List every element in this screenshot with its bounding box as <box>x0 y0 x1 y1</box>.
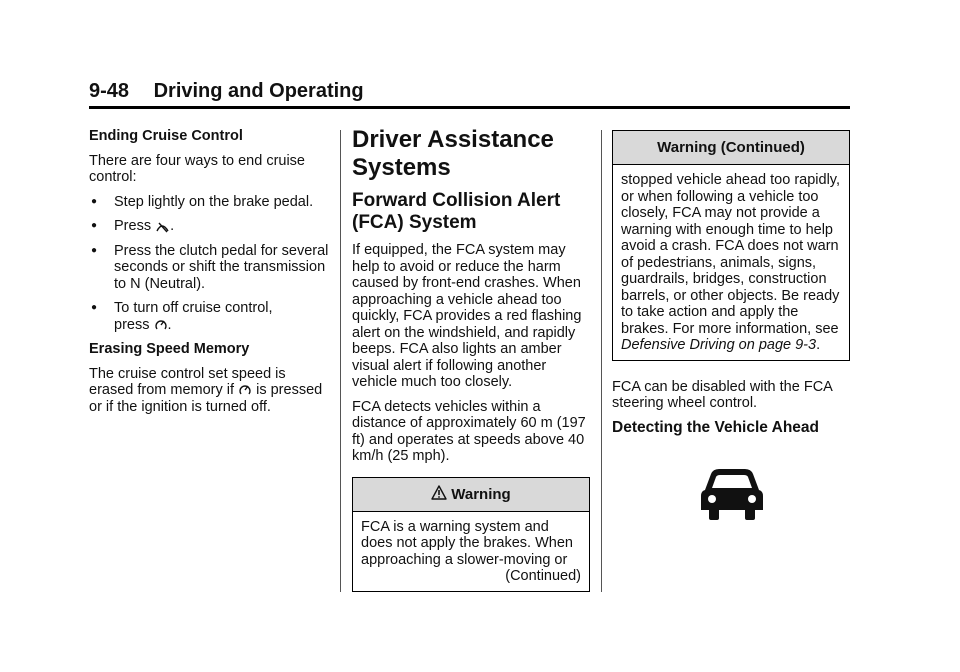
warning-body <box>613 165 849 360</box>
detecting-heading: Detecting the Vehicle Ahead <box>612 418 820 436</box>
period-text: . <box>170 218 175 234</box>
cross-reference-link[interactable]: Defensive Driving on page 9-3 <box>621 337 817 353</box>
bullet-text: Press <box>114 218 152 234</box>
cruise-on-off-icon <box>154 317 168 333</box>
intro-text: There are four ways to end cruise control: <box>89 152 305 185</box>
column-divider-1 <box>340 130 341 592</box>
warning-icon <box>431 485 447 501</box>
warning-box <box>352 477 590 592</box>
warning-header: Warning (Continued) <box>613 131 849 165</box>
erase-text-1: The cruise control set speed is erased from memory if <box>89 365 286 398</box>
bullet-icon: ● <box>91 302 98 313</box>
bullet-icon: ● <box>91 195 98 207</box>
warning-text: stopped vehicle ahead too rapidly, or when following a vehicle too closely, FCA may not provide a warning with enough time to help avoid a crash. FCA does not warn of pedestrians, animals, signs, guardrails, bridges, construction barrels, or other objects. Be ready to take action and apply the brakes. For more information, see <box>621 172 840 337</box>
warning-box-continued <box>612 130 850 361</box>
list-item <box>89 194 329 211</box>
continued-label: (Continued) <box>505 568 581 584</box>
fca-range-text: FCA detects vehicles within a distance of approximately 60 m (197 ft) and operates at speeds above 40 km/h (25 mph). <box>352 398 586 464</box>
list-item <box>89 243 329 293</box>
period-text: . <box>816 337 821 353</box>
column-divider-2 <box>601 130 602 592</box>
column-1 <box>89 128 329 423</box>
cancel-cruise-icon <box>155 219 170 234</box>
section-title: Driving and Operating <box>153 80 364 102</box>
heading-ending-cruise: Ending Cruise Control <box>89 128 243 144</box>
erase-text <box>89 366 329 416</box>
bullet-icon: ● <box>91 220 98 231</box>
vehicle-ahead-icon <box>699 466 765 520</box>
column-2 <box>352 126 590 592</box>
warning-title: Warning <box>451 485 511 503</box>
list-item <box>89 218 329 235</box>
erase-text-2: is pressed or if the ignition is turned off. <box>89 382 323 415</box>
press-text: press <box>114 316 150 333</box>
subsection-heading: Forward Collision Alert (FCA) System <box>352 190 561 233</box>
disable-text: FCA can be disabled with the FCA steering wheel control. <box>612 378 833 411</box>
warning-text: FCA is a warning system and does not apply the brakes. When approaching a slower-moving or <box>361 518 573 568</box>
cruise-on-off-icon <box>238 382 252 398</box>
column-3 <box>612 130 850 525</box>
fca-description: If equipped, the FCA system may help to avoid or reduce the harm caused by front-end crashes. When approaching a vehicle ahead too quickly, FCA provides a red flashing alert on the windshield, and rapidly beeps. FCA also lights an amber visual alert if following another vehicle much too closely. <box>352 242 582 390</box>
warning-header <box>353 478 589 512</box>
bullet-icon: ● <box>91 244 98 256</box>
bullet-text: Press the clutch pedal for several seconds or shift the transmission to N (Neutral). <box>114 242 329 292</box>
section-heading: Driver Assistance Systems <box>352 126 554 181</box>
warning-body <box>353 512 589 591</box>
period-text: . <box>167 316 172 333</box>
heading-erasing-memory: Erasing Speed Memory <box>89 341 250 357</box>
bullet-text: To turn off cruise control, <box>114 300 273 316</box>
list-item <box>89 300 329 333</box>
page-number: 9-48 <box>89 80 130 102</box>
page-header <box>89 80 850 109</box>
bullet-text: Step lightly on the brake pedal. <box>114 193 314 210</box>
